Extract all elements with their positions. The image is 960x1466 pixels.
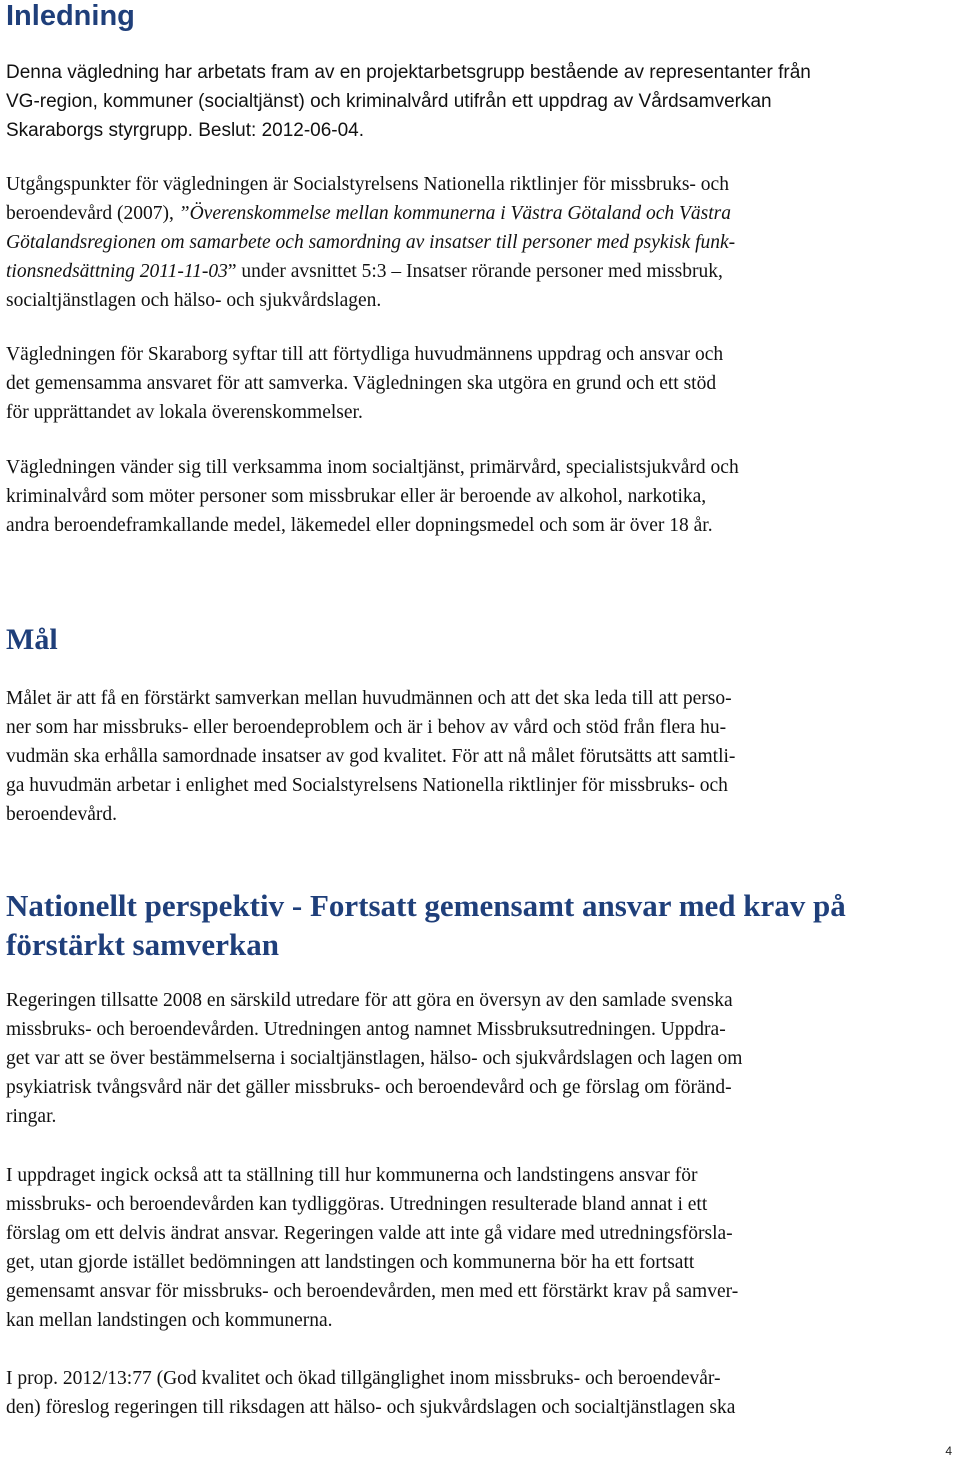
text-line: ringar. xyxy=(6,1106,57,1127)
text-line: I uppdraget ingick också att ta ställning till hur kommunerna och landstingens ansvar för xyxy=(6,1165,698,1186)
text-fragment: beroendevård (2007), xyxy=(6,203,179,224)
text-line: Denna vägledning har arbetats fram av en projektarbetsgrupp bestående av representanter från xyxy=(6,62,811,83)
text-line: den) föreslog regeringen till riksdagen att hälso- och sjukvårdslagen och socialtjänstlagen ska xyxy=(6,1397,736,1418)
text-line xyxy=(6,199,954,228)
text-line: ner som har missbruks- eller beroendeproblem och är i behov av vård och stöd från flera hu- xyxy=(6,717,727,738)
text-line: socialtjänstlagen och hälso- och sjukvårdslagen. xyxy=(6,290,382,311)
text-line: förslag om ett delvis ändrat ansvar. Regeringen valde att inte gå vidare med utredningsförsla- xyxy=(6,1223,733,1244)
text-line: get var att se över bestämmelserna i socialtjänstlagen, hälso- och sjukvårdslagen och lagen om xyxy=(6,1048,743,1069)
text-line xyxy=(6,228,954,257)
italic-fragment: Götalandsregionen om samarbete och samordning av insatser till personer med psykisk funk- xyxy=(6,232,736,253)
paragraph-intro xyxy=(6,58,954,145)
text-line: Utgångspunkter för vägledningen är Socialstyrelsens Nationella riktlinjer för missbruks- och xyxy=(6,174,729,195)
page-number: 4 xyxy=(945,1444,952,1458)
text-line: det gemensamma ansvaret för att samverka. Vägledningen ska utgöra en grund och ett stöd xyxy=(6,373,717,394)
text-line: Skaraborgs styrgrupp. Beslut: 2012-06-04. xyxy=(6,120,365,141)
paragraph-audience xyxy=(6,453,954,540)
text-line: psykiatrisk tvångsvård när det gäller missbruks- och beroendevård och ge förslag om föränd- xyxy=(6,1077,732,1098)
heading-nationellt-perspektiv xyxy=(6,886,846,964)
text-line: Vägledningen för Skaraborg syftar till att förtydliga huvudmännens uppdrag och ansvar och xyxy=(6,344,724,365)
text-line: beroendevård. xyxy=(6,804,117,825)
text-line: missbruks- och beroendevården kan tydliggöras. Utredningen resulterade bland annat i ett xyxy=(6,1194,708,1215)
text-line: Målet är att få en förstärkt samverkan mellan huvudmännen och att det ska leda till att perso- xyxy=(6,688,732,709)
text-line: andra beroendeframkallande medel, läkemedel eller dopningsmedel och som är över 18 år. xyxy=(6,515,713,536)
italic-fragment: ”Överenskommelse mellan kommunerna i Västra Götaland och Västra xyxy=(178,203,731,224)
text-line: I prop. 2012/13:77 (God kvalitet och ökad tillgänglighet inom missbruks- och beroendevår- xyxy=(6,1368,721,1389)
paragraph-proposition xyxy=(6,1364,954,1422)
text-line: Vägledningen vänder sig till verksamma inom socialtjänst, primärvård, specialistsjukvård och xyxy=(6,457,739,478)
paragraph-purpose xyxy=(6,340,954,427)
text-line: gemensamt ansvar för missbruks- och beroendevården, men med ett förstärkt krav på samver- xyxy=(6,1281,739,1302)
text-line: ga huvudmän arbetar i enlighet med Socialstyrelsens Nationella riktlinjer för missbruks- och xyxy=(6,775,728,796)
heading-line: förstärkt samverkan xyxy=(6,927,279,962)
text-line: för upprättandet av lokala överenskommelser. xyxy=(6,402,363,423)
heading-inledning: Inledning xyxy=(6,0,135,32)
heading-line: Nationellt perspektiv - Fortsatt gemensamt ansvar med krav på xyxy=(6,888,846,923)
text-line: kriminalvård som möter personer som missbrukar eller är beroende av alkohol, narkotika, xyxy=(6,486,707,507)
text-line: VG-region, kommuner (socialtjänst) och kriminalvård utifrån ett uppdrag av Vårdsamverkan xyxy=(6,91,772,112)
paragraph-starting-points xyxy=(6,170,954,315)
text-line: kan mellan landstingen och kommunerna. xyxy=(6,1310,333,1331)
paragraph-assignment xyxy=(6,1161,954,1335)
text-line xyxy=(6,257,954,286)
text-line: missbruks- och beroendevården. Utredningen antog namnet Missbruksutredningen. Uppdra- xyxy=(6,1019,726,1040)
heading-mal: Mål xyxy=(6,623,58,656)
text-line: Regeringen tillsatte 2008 en särskild utredare för att göra en översyn av den samlade svenska xyxy=(6,990,733,1011)
italic-fragment: tionsnedsättning 2011-11-03 xyxy=(6,261,228,282)
paragraph-government xyxy=(6,986,954,1131)
text-line: get, utan gjorde istället bedömningen att landstingen och kommunerna bör ha ett fortsatt xyxy=(6,1252,695,1273)
paragraph-goal xyxy=(6,684,954,829)
text-line: vudmän ska erhålla samordnade insatser av god kvalitet. För att nå målet förutsätts att samtli- xyxy=(6,746,736,767)
text-fragment: ” under avsnittet 5:3 – Insatser rörande personer med missbruk, xyxy=(227,261,723,282)
